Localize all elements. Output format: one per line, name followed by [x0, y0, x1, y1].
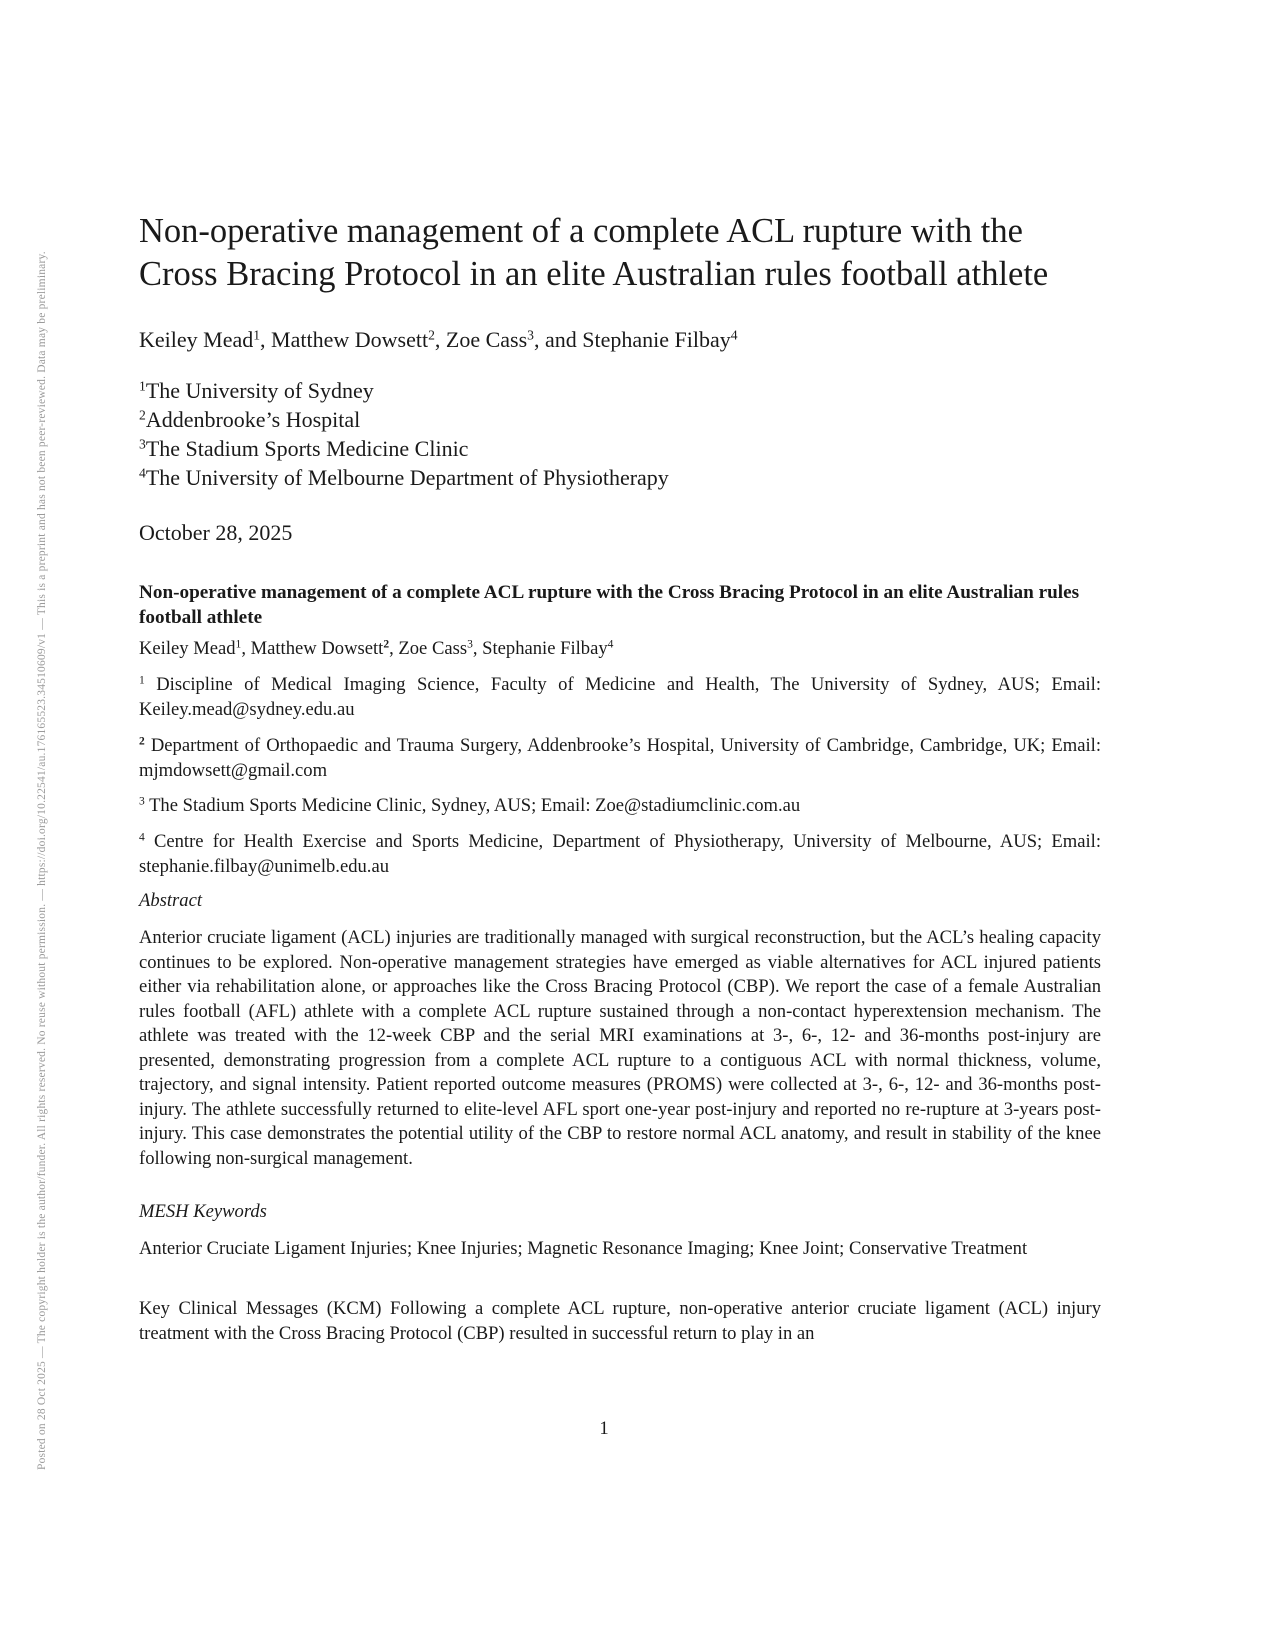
title-line-1: Non-operative management of a complete ACL rupture with the [139, 212, 1023, 250]
affiliation-item [139, 434, 1101, 463]
author-separator: , and [533, 327, 583, 352]
body-affiliation-3 [139, 794, 1101, 819]
mesh-keywords-heading: MESH Keywords [139, 1201, 267, 1222]
affiliation-mark: 2 [139, 735, 145, 748]
author-separator: , [434, 327, 446, 352]
affiliation-mark: 4 [139, 831, 145, 844]
abstract-heading: Abstract [139, 890, 203, 911]
author-name: Keiley Mead [139, 327, 254, 352]
affiliation-mark: 2 [139, 407, 146, 423]
abstract-text: Anterior cruciate ligament (ACL) injuries are traditionally managed with surgical reconstruction, but the ACL’s healing capacity continues to be explored. Non-operative management strategies have emerged as viable alternatives for ACL injured patients either via rehabilitation alone, or approaches like the Cross Bracing Protocol (CBP). We report the case of a female Australian rules football (AFL) athlete with a complete ACL rupture sustained through a non-contact hyperextension mechanism. The athlete was treated with the 12-week CBP and the serial MRI examinations at 3-, 6-, 12- and 36-months post-injury are presented, demonstrating progression from a complete ACL rupture to a contiguous ACL with normal thickness, volume, trajectory, and signal intensity. Patient reported outcome measures (PROMS) were collected at 3-, 6-, 12- and 36-months post-injury. The athlete successfully returned to elite-level AFL sport one-year post-injury and reported no re-rupture at 3-years post-injury. This case demonstrates the potential utility of the CBP to restore normal ACL anatomy, and result in stability of the knee following non-surgical management. [139, 927, 1101, 1169]
affiliation-text: The University of Melbourne Department of Physiotherapy [145, 465, 669, 490]
affiliation-mark: 1 [139, 674, 145, 687]
author-separator: , [472, 638, 483, 659]
affiliation-mark: 1 [139, 378, 146, 394]
affiliation-text: Addenbrooke’s Hospital [145, 407, 361, 432]
author-separator: , [260, 327, 272, 352]
author-mark: 4 [730, 327, 738, 343]
title-line-2: Cross Bracing Protocol in an elite Australian rules football athlete [139, 255, 1049, 293]
body-author-list [139, 637, 1101, 662]
author-mark: 3 [467, 638, 473, 651]
affiliation-item [139, 463, 1101, 492]
page-number: 1 [599, 1418, 609, 1439]
author-name: Matthew Dowsett [271, 327, 429, 352]
body-affiliation-1 [139, 673, 1101, 722]
affiliation-text: Centre for Health Exercise and Sports Medicine, Department of Physiotherapy, University of Melbourne, AUS; Email: stephanie.filbay@unimelb.edu.au [139, 831, 1101, 877]
author-name: Zoe Cass [445, 327, 528, 352]
body-paper-title: Non-operative management of a complete ACL rupture with the Cross Bracing Protocol in an elite Australian rules football athlete [139, 582, 1080, 628]
author-separator: , [241, 638, 251, 659]
author-name: Zoe Cass [398, 638, 468, 659]
affiliation-text: The Stadium Sports Medicine Clinic, Sydney, AUS; Email: Zoe@stadiumclinic.com.au [149, 795, 801, 816]
preprint-sidebar-note: Posted on 28 Oct 2025 — The copyright holder is the author/funder. All rights reserved. No reuse without permission. — https://doi.org/10.22541/au.176165523.34510609/v1 — This is a preprint and has not been peer-reviewed. Data may be preliminary. [36, 251, 48, 1470]
affiliation-item [139, 376, 1101, 405]
affiliation-mark: 4 [139, 465, 146, 481]
author-separator: , [389, 638, 399, 659]
body-affiliation-4 [139, 830, 1101, 879]
author-name: Keiley Mead [139, 638, 236, 659]
author-mark: 2 [383, 638, 390, 651]
publication-date: October 28, 2025 [139, 520, 293, 545]
author-mark: 2 [428, 327, 435, 343]
affiliation-text: The Stadium Sports Medicine Clinic [145, 436, 469, 461]
author-mark: 1 [235, 638, 242, 651]
author-name: Stephanie Filbay [482, 638, 608, 659]
author-name: Stephanie Filbay [582, 327, 731, 352]
affiliation-item [139, 405, 1101, 434]
affiliation-text: The University of Sydney [145, 378, 374, 403]
key-clinical-messages: Key Clinical Messages (KCM) Following a complete ACL rupture, non-operative anterior cruciate ligament (ACL) injury treatment with the Cross Bracing Protocol (CBP) resulted in successful return to play in an [139, 1298, 1101, 1344]
header-author-list [139, 327, 1101, 353]
author-name: Matthew Dowsett [250, 638, 384, 659]
author-mark: 1 [253, 327, 261, 343]
mesh-keywords-text: Anterior Cruciate Ligament Injuries; Knee Injuries; Magnetic Resonance Imaging; Knee Joint; Conservative Treatment [139, 1238, 1028, 1259]
header-affiliation-list [139, 376, 1101, 492]
body-affiliation-2 [139, 734, 1101, 783]
affiliation-mark: 3 [139, 795, 145, 808]
affiliation-text: Discipline of Medical Imaging Science, Faculty of Medicine and Health, The University of Sydney, AUS; Email: Keiley.mead@sydney.edu.au [139, 674, 1101, 720]
paper-title-header [139, 210, 1101, 296]
author-mark: 3 [527, 327, 534, 343]
affiliation-mark: 3 [139, 436, 146, 452]
affiliation-text: Department of Orthopaedic and Trauma Surgery, Addenbrooke’s Hospital, University of Cambridge, Cambridge, UK; Email: mjmdowsett@gmail.com [139, 735, 1101, 781]
author-mark: 4 [607, 638, 614, 651]
